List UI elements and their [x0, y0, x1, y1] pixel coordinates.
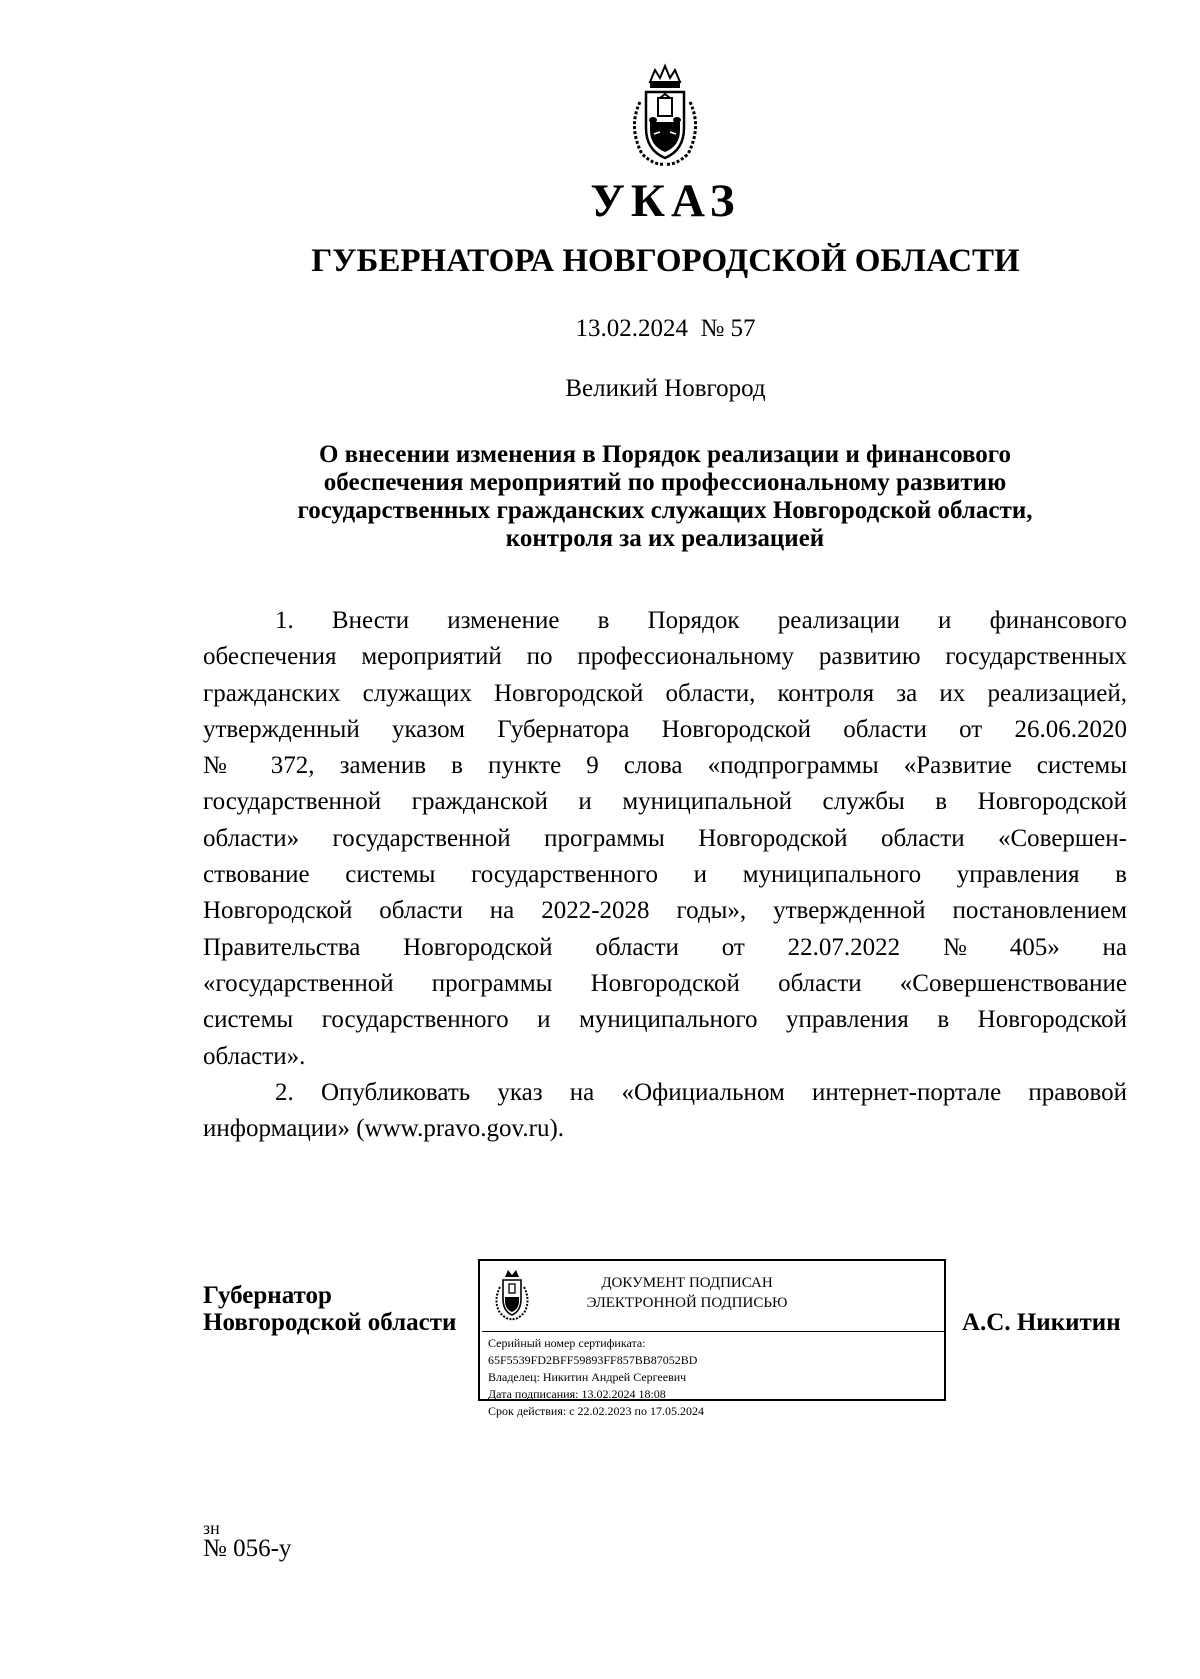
- body-line: [203, 821, 1127, 857]
- body-line-text: информации» (www.pravo.gov.ru).: [203, 1115, 565, 1143]
- subject-line: государственных гражданских служащих Новгородской области,: [297, 497, 1033, 524]
- document-place: Великий Новгород: [565, 375, 766, 402]
- body-line: [203, 1039, 1127, 1075]
- body-line-text: государственной гражданской и муниципальной службы в Новгородской: [203, 788, 1127, 816]
- stamp-heading-line: ДОКУМЕНТ ПОДПИСАН: [601, 1275, 773, 1291]
- body-word: области: [595, 933, 679, 961]
- body-line-text: области».: [203, 1042, 306, 1070]
- stamp-divider: [482, 1331, 944, 1332]
- document-title: УКАЗ: [590, 175, 741, 227]
- executor-initials: зн: [203, 1518, 220, 1538]
- body-word: Порядок: [647, 607, 740, 634]
- stamp-cert-label: Серийный номер сертификата:: [488, 1336, 646, 1350]
- body-line-text: 2. Опубликовать указ на «Официальном интернет-портале правовой: [275, 1078, 1127, 1106]
- body-line: [203, 1111, 1127, 1147]
- body-line: [203, 1075, 1127, 1111]
- signer-position-line: Губернатор: [203, 1282, 332, 1309]
- electronic-signature-stamp: [478, 1259, 946, 1418]
- stamp-signed-at: Дата подписания: 13.02.2024 18:08: [488, 1387, 666, 1401]
- subject-line: обеспечения мероприятий по профессиональному развитию: [323, 469, 1007, 496]
- stamp-validity: Срок действия: с 22.02.2023 по 17.05.2024: [488, 1404, 704, 1418]
- body-word: и: [938, 607, 952, 634]
- registration-number: № 056-у: [203, 1535, 292, 1562]
- stamp-cert-serial: 65F5539FD2BFF59893FF857BB87052BD: [488, 1353, 698, 1367]
- body-word: в: [597, 607, 610, 634]
- document-subject: [200, 441, 1130, 553]
- subject-line: контроля за их реализацией: [505, 525, 825, 552]
- novgorod-coat-of-arms-icon: [620, 62, 710, 170]
- body-line-text: обеспечения мероприятий по профессиональному развитию государственных: [203, 643, 1127, 671]
- body-line: [203, 1002, 1127, 1038]
- body-word: Внести: [331, 607, 410, 634]
- body-line-text: системы государственного и муниципального управления в Новгородской: [203, 1006, 1127, 1034]
- document-number: № 57: [700, 315, 756, 342]
- body-line: [203, 748, 1127, 784]
- body-line: [203, 676, 1127, 712]
- body-line: [203, 930, 1127, 966]
- body-word: 405»: [1009, 933, 1060, 961]
- body-line-text: утвержденный указом Губернатора Новгородской области от 26.06.2020: [203, 715, 1127, 743]
- stamp-heading: [562, 1273, 812, 1313]
- stamp-owner: Владелец: Никитин Андрей Сергеевич: [488, 1370, 687, 1384]
- body-line-text: гражданских служащих Новгородской области, контроля за их реализацией,: [203, 679, 1127, 707]
- body-word: 22.07.2022: [787, 933, 901, 961]
- body-line: [203, 784, 1127, 820]
- body-word: реализации: [777, 607, 900, 634]
- body-line: [203, 893, 1127, 929]
- document-date: 13.02.2024: [575, 315, 688, 342]
- signer-position: [203, 1282, 456, 1336]
- document-footer: [203, 1519, 291, 1561]
- body-line: [203, 712, 1127, 748]
- subject-line: О внесении изменения в Порядок реализации и финансового: [318, 441, 1012, 468]
- body-line-text: «государственной программы Новгородской области «Совершенствование: [203, 969, 1127, 997]
- document-issuer: ГУБЕРНАТОРА НОВГОРОДСКОЙ ОБЛАСТИ: [311, 243, 1020, 279]
- body-word: Новгородской: [403, 933, 553, 961]
- stamp-heading-line: ЭЛЕКТРОННОЙ ПОДПИСЬЮ: [586, 1295, 788, 1311]
- body-word: изменение: [447, 607, 560, 634]
- stamp-details: [488, 1335, 704, 1420]
- document-body: [203, 603, 1127, 1147]
- body-line: [203, 639, 1127, 675]
- body-word: финансового: [989, 607, 1127, 634]
- body-word: на: [1102, 933, 1127, 961]
- body-word: 1.: [275, 607, 294, 634]
- stamp-coat-of-arms-icon: [490, 1267, 534, 1323]
- body-word: №: [943, 933, 967, 961]
- date-number-line: [0, 315, 1200, 343]
- body-line-text: № 372, заменив в пункте 9 слова «подпрограммы «Развитие системы: [203, 752, 1127, 780]
- body-line: [203, 857, 1127, 893]
- body-word: Правительства: [203, 933, 361, 961]
- body-line-text: ствование системы государственного и муниципального управления в: [203, 861, 1127, 889]
- body-line: [203, 603, 1127, 639]
- body-word: от: [721, 933, 745, 961]
- body-line-text: Новгородской области на 2022-2028 годы», утвержденной постановлением: [203, 897, 1127, 925]
- body-line-text: области» государственной программы Новгородской области «Совершен-: [203, 824, 1127, 852]
- signer-position-line: Новгородской области: [203, 1309, 457, 1336]
- body-line: [203, 966, 1127, 1002]
- signer-name: А.С. Никитин: [962, 1309, 1121, 1336]
